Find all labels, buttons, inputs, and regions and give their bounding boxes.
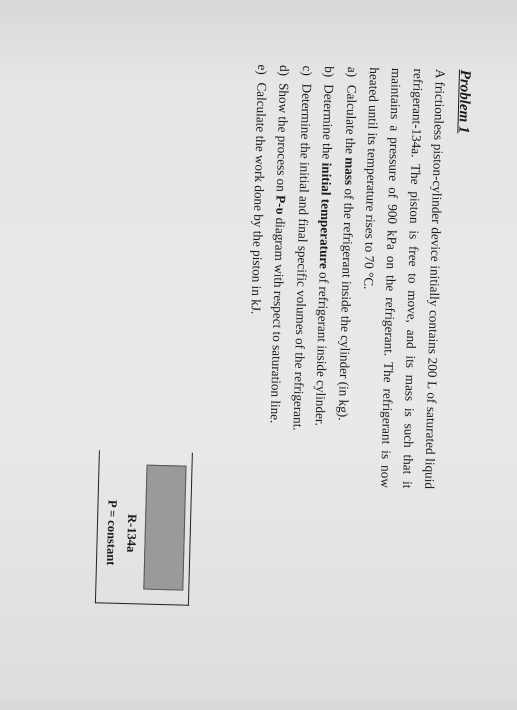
question-item: e)Calculate the work done by the piston in kJ.	[248, 64, 271, 315]
problem-heading: Problem 1	[455, 69, 473, 134]
question-list	[241, 64, 363, 432]
question-item: a)Calculate the mass of the refrigerant inside the cylinder (in kg).	[335, 66, 361, 421]
pressure-label: P = constant	[103, 499, 120, 566]
piston	[143, 465, 186, 591]
rotated-content	[0, 58, 473, 710]
problem-statement: A frictionless piston-cylinder device initially contains 200 L of saturated liquid refrigerant-134a. The piston is free to move, and its mass is such that it maintains a pressure of 900 kPa on the refrigerant. The refrigerant is now heated until its temperature rises to 70 °C.	[361, 67, 449, 490]
question-item: d)Show the process on P-υ diagram with respect to saturation line.	[268, 64, 293, 424]
question-item: c)Determine the initial and final specific volumes of the refrigerant.	[290, 65, 316, 431]
fluid-label: R-134a	[124, 513, 140, 553]
question-item: b)Determine the initial temperature of refrigerant inside cylinder.	[313, 66, 338, 427]
